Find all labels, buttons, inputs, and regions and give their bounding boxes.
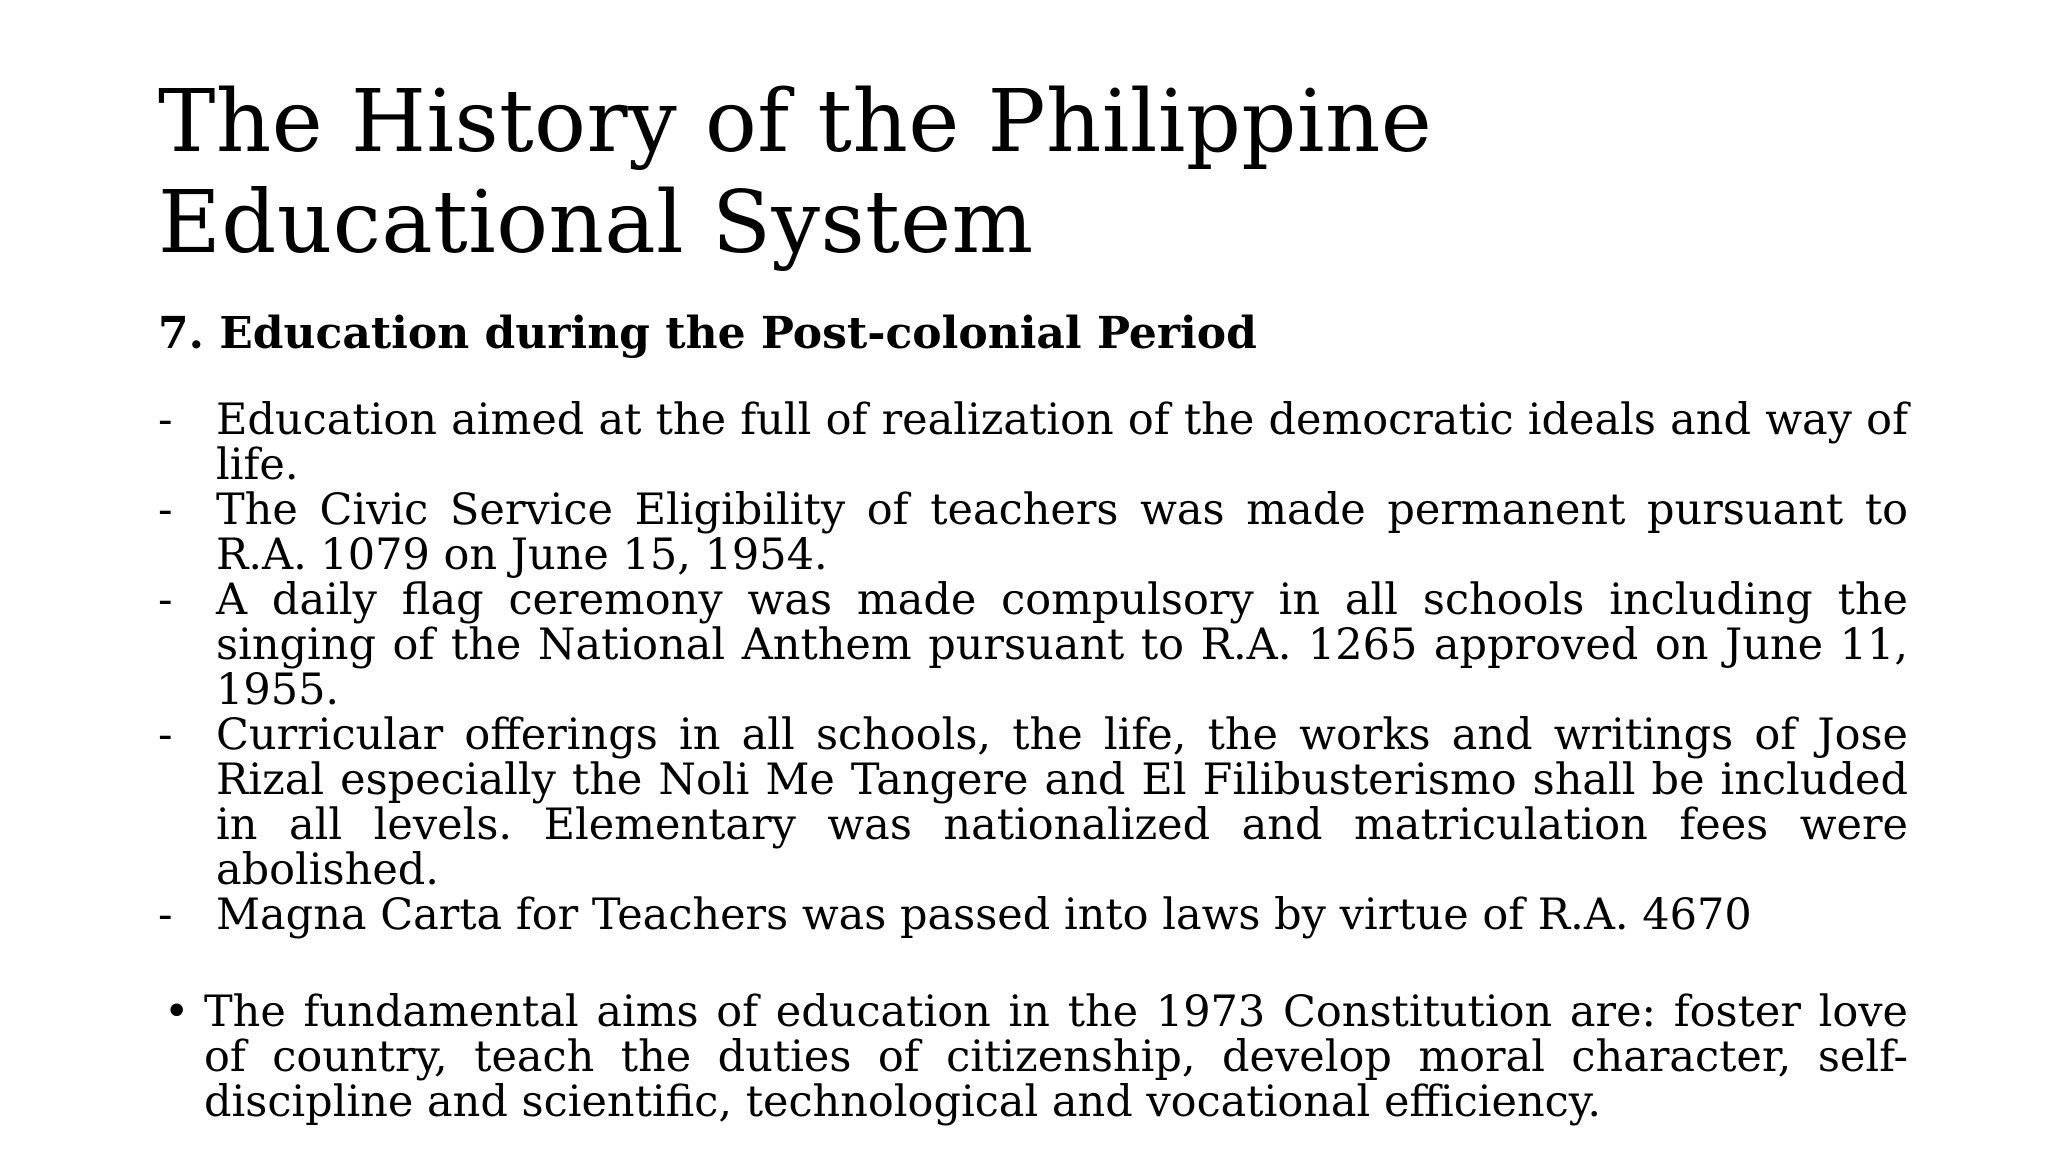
list-item — [158, 395, 1908, 490]
list-item-text: Magna Carta for Teachers was passed into laws by virtue of R.A. 4670 — [216, 890, 1752, 940]
list-item — [158, 890, 1908, 940]
slide-title: The History of the Philippine Educational System — [158, 72, 1433, 273]
list-item-text: Education aimed at the full of realization of the democratic ideals and way of life. — [216, 395, 1908, 490]
dash-marker: - — [158, 395, 173, 445]
bullet-list — [158, 987, 1908, 1127]
list-item-text: A daily flag ceremony was made compulsory in all schools including the singing of the National Anthem pursuant to R.A. 1265 approved on June 11, 1955. — [216, 575, 1908, 715]
list-item-text: The fundamental aims of education in the 1973 Constitution are: foster love of country, teach the duties of citizenship, develop moral character, self-discipline and scientific, technological and vocational efficiency. — [204, 987, 1908, 1127]
dash-marker: - — [158, 890, 173, 940]
list-item-text: The Civic Service Eligibility of teachers was made permanent pursuant to R.A. 1079 on June 15, 1954. — [216, 485, 1908, 580]
dash-marker: - — [158, 575, 173, 625]
list-item — [158, 485, 1908, 580]
dash-marker: - — [158, 485, 173, 535]
dash-list — [158, 395, 1908, 940]
list-item — [158, 575, 1908, 715]
list-item — [158, 987, 1908, 1127]
bullet-marker: • — [164, 987, 190, 1037]
list-item — [158, 710, 1908, 895]
dash-marker: - — [158, 710, 173, 760]
list-item-text: Curricular offerings in all schools, the life, the works and writings of Jose Rizal especially the Noli Me Tangere and El Filibusterismo shall be included in all levels. Elementary was nationalized and matriculation fees were abolished. — [216, 710, 1908, 895]
section-heading: 7. Education during the Post-colonial Period — [158, 308, 1257, 359]
